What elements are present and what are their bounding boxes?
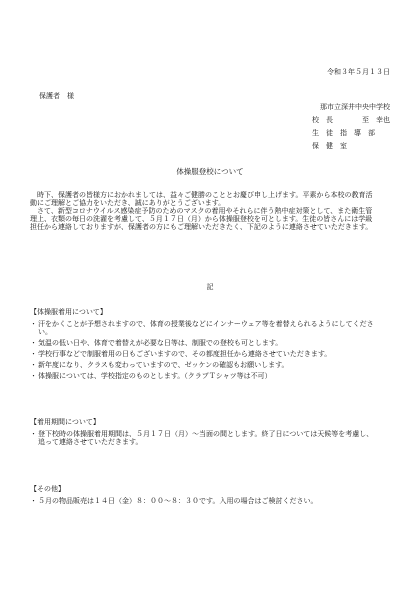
list-item-text: 登下校時の体操服着用期間は、５月１７日（月）～当面の間とします。終了日については天候等を考慮し、追って連絡させていただきます。: [38, 430, 374, 447]
principal-line: [312, 116, 390, 124]
addressee: 保護者 様: [39, 92, 74, 100]
list-item: [30, 320, 375, 336]
body-text: [30, 191, 375, 231]
section-uniform: [30, 308, 375, 383]
list-item: [30, 372, 375, 380]
list-item-text: 新年度になり、クラスも変わっていますので、ゼッケンの確認もお願いします。: [38, 361, 289, 370]
section-heading: 【体操服着用について】: [30, 308, 107, 316]
bullet: ・: [30, 350, 37, 359]
list-item-text: 気温の低い日や、体育で着替えが必要な日等は、制服での登校も可とします。: [38, 339, 283, 348]
principal-role: 校 長: [312, 116, 333, 125]
list-item-text: 汗をかくことが予想されますので、体育の授業後などにインナーウェア等を着替えられるようにしてください。: [38, 320, 374, 337]
date: 令和３年５月１３日: [327, 68, 390, 76]
bullet: ・: [30, 497, 37, 506]
section-heading: 【着用期間について】: [30, 418, 100, 426]
list-item: [30, 497, 375, 505]
document-title: 体操服登校について: [176, 167, 244, 176]
list-item: [30, 339, 375, 347]
list-item: [30, 361, 375, 369]
list-item-text: ５月の物品販売は１４日（金）８：００～８：３０です。入用の場合はご検討ください。: [38, 497, 318, 506]
bullet: ・: [30, 320, 37, 329]
list-item-text: 学校行事などで制服着用の日もございますので、その都度担任から連絡させていただきます。: [38, 350, 332, 359]
principal-name: 至 幸也: [362, 116, 390, 125]
notice-paragraph: さて、新型コロナウイルス感染症予防のためのマスクの着用やそれらに伴う熱中症対策として、また衛生管理上、衣類の毎日の洗濯を考慮して、５月１７日（月）から体操服登校を可とします。生徒の皆さんには学級担任から連絡しておりますが、保護者の方にもご理解いただきたく、下記のように連絡させていただきます。: [30, 207, 373, 232]
greeting-paragraph: 時下、保護者の皆様方におかれましては、益々ご健勝のこととお慶び申し上げます。平素から本校の教育活動にご理解とご協力をいただき、誠にありがとうございます。: [30, 191, 373, 208]
bullet: ・: [30, 361, 37, 370]
department: 生 徒 指 導 部: [312, 129, 375, 138]
list-item-text: 体操服については、学校指定のものとします。（クラブＴシャツ等は不可）: [38, 372, 272, 381]
section-period: [30, 418, 375, 449]
list-item: [30, 430, 375, 446]
list-item: [30, 350, 375, 358]
bullet: ・: [30, 372, 37, 381]
section-heading: 【その他】: [30, 485, 65, 493]
bullet: ・: [30, 339, 37, 348]
sender-block: [312, 103, 390, 155]
bullet: ・: [30, 430, 37, 439]
ki-heading: 記: [206, 283, 214, 291]
school-name: 那市立深井中央中学校: [320, 103, 390, 111]
health-room: 保 健 室: [312, 142, 347, 151]
section-other: [30, 485, 375, 508]
